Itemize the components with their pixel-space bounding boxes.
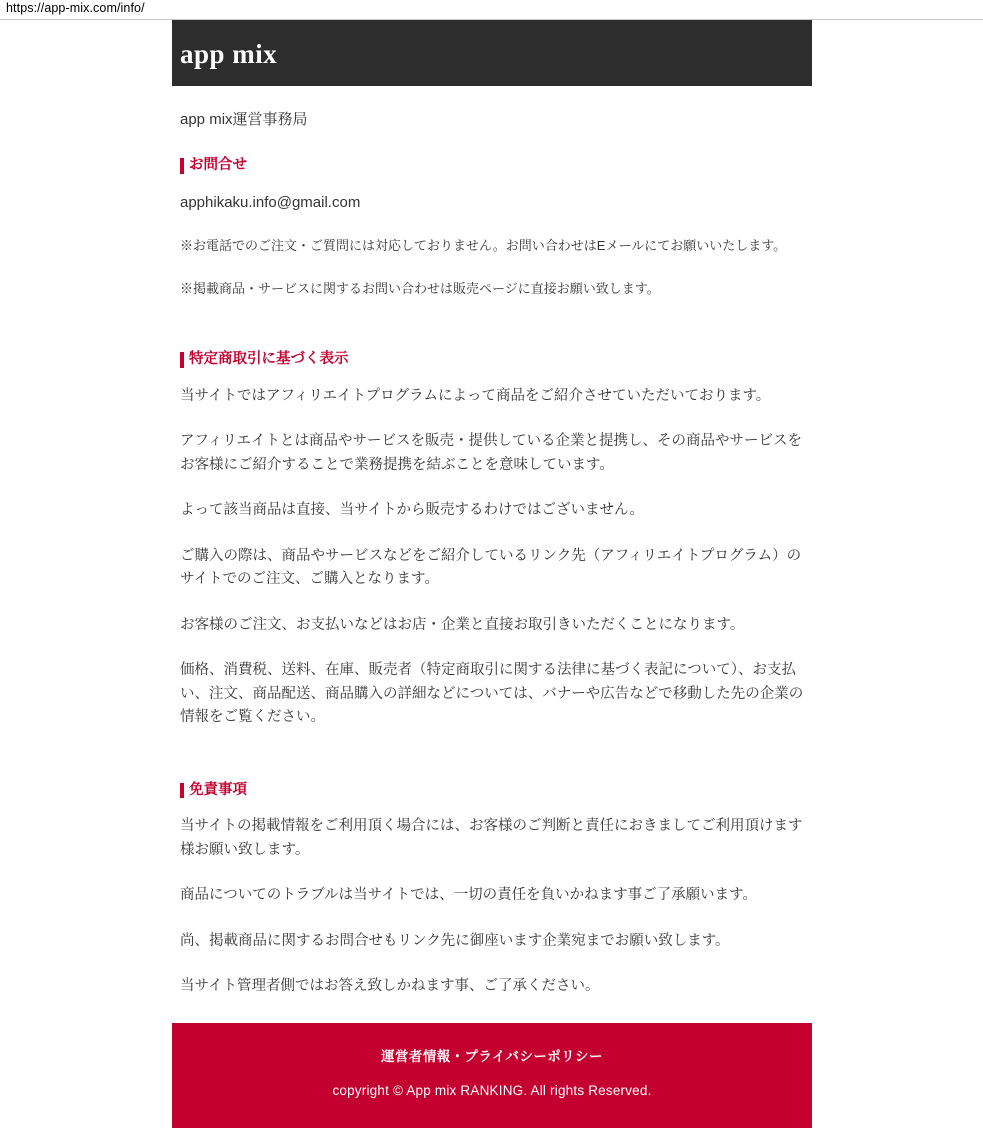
disclaimer-paragraph-4: 当サイト管理者側ではお答え致しかねます事、ご了承ください。 bbox=[180, 978, 600, 995]
transaction-paragraph-1: 当サイトではアフィリエイトプログラムによって商品をご紹介させていただいております。 bbox=[180, 387, 771, 404]
transaction-paragraph-5: お客様のご注文、お支払いなどはお店・企業と直接お取引きいただくことになります。 bbox=[180, 616, 745, 633]
transaction-paragraph-3: よって該当商品は直接、当サイトから販売するわけではございません。 bbox=[180, 502, 644, 519]
transaction-paragraph-2: アフィリエイトとは商品やサービスを販売・提供している企業と提携し、その商品やサービスをお客様にご紹介することで業務提携を結ぶことを意味しています。 bbox=[180, 433, 803, 473]
site-container bbox=[172, 20, 812, 1128]
transaction-paragraph-6: 価格、消費税、送料、在庫、販売者（特定商取引に関する法律に基づく表記について）、お支払い、注文、商品配送、商品購入の詳細などについては、バナーや広告などで移動した先の企業の情報をご覧ください。 bbox=[180, 662, 804, 726]
transaction-paragraph-4: ご購入の際は、商品やサービスなどをご紹介しているリンク先（アフィリエイトプログラム）のサイトでのご注文、ご購入となります。 bbox=[180, 547, 802, 588]
section-heading-transaction-law: 特定商取引に基づく表示 bbox=[180, 351, 810, 368]
footer-copyright: copyright © App mix RANKING. All rights Reserved. bbox=[332, 1082, 652, 1098]
disclaimer-paragraph-3: 尚、掲載商品に関するお問合せもリンク先に御座います企業宛までお願い致します。 bbox=[180, 932, 730, 949]
browser-url-bar[interactable] bbox=[0, 0, 983, 20]
contact-email[interactable]: apphikaku.info@gmail.com bbox=[180, 193, 361, 211]
operator-name: app mix運営事務局 bbox=[180, 111, 308, 128]
contact-note-1: ※お電話でのご注文・ご質問には対応しておりません。お問い合わせはEメールにてお願いいたします。 bbox=[180, 237, 787, 253]
section-heading-disclaimer: 免責事項 bbox=[180, 782, 810, 799]
disclaimer-paragraph-1: 当サイトの掲載情報をご利用頂く場合には、お客様のご判断と責任におきましてご利用頂けます様お願い致します。 bbox=[180, 818, 803, 858]
main-content bbox=[172, 108, 812, 999]
site-header bbox=[172, 20, 812, 86]
page-canvas bbox=[0, 20, 983, 1098]
footer-link-operator-privacy[interactable]: 運営者情報・プライバシーポリシー bbox=[381, 1048, 603, 1064]
footer-links[interactable] bbox=[172, 1045, 812, 1065]
site-footer bbox=[172, 1023, 812, 1128]
section-heading-contact: お問合せ bbox=[180, 157, 810, 174]
contact-note-2: ※掲載商品・サービスに関するお問い合わせは販売ページに直接お願い致します。 bbox=[180, 280, 660, 296]
url-text: https://app-mix.com/info/ bbox=[6, 1, 145, 15]
disclaimer-paragraph-2: 商品についてのトラブルは当サイトでは、一切の責任を負いかねます事ご了承願います。 bbox=[180, 887, 757, 904]
site-logo-title[interactable]: app mix bbox=[180, 38, 278, 69]
